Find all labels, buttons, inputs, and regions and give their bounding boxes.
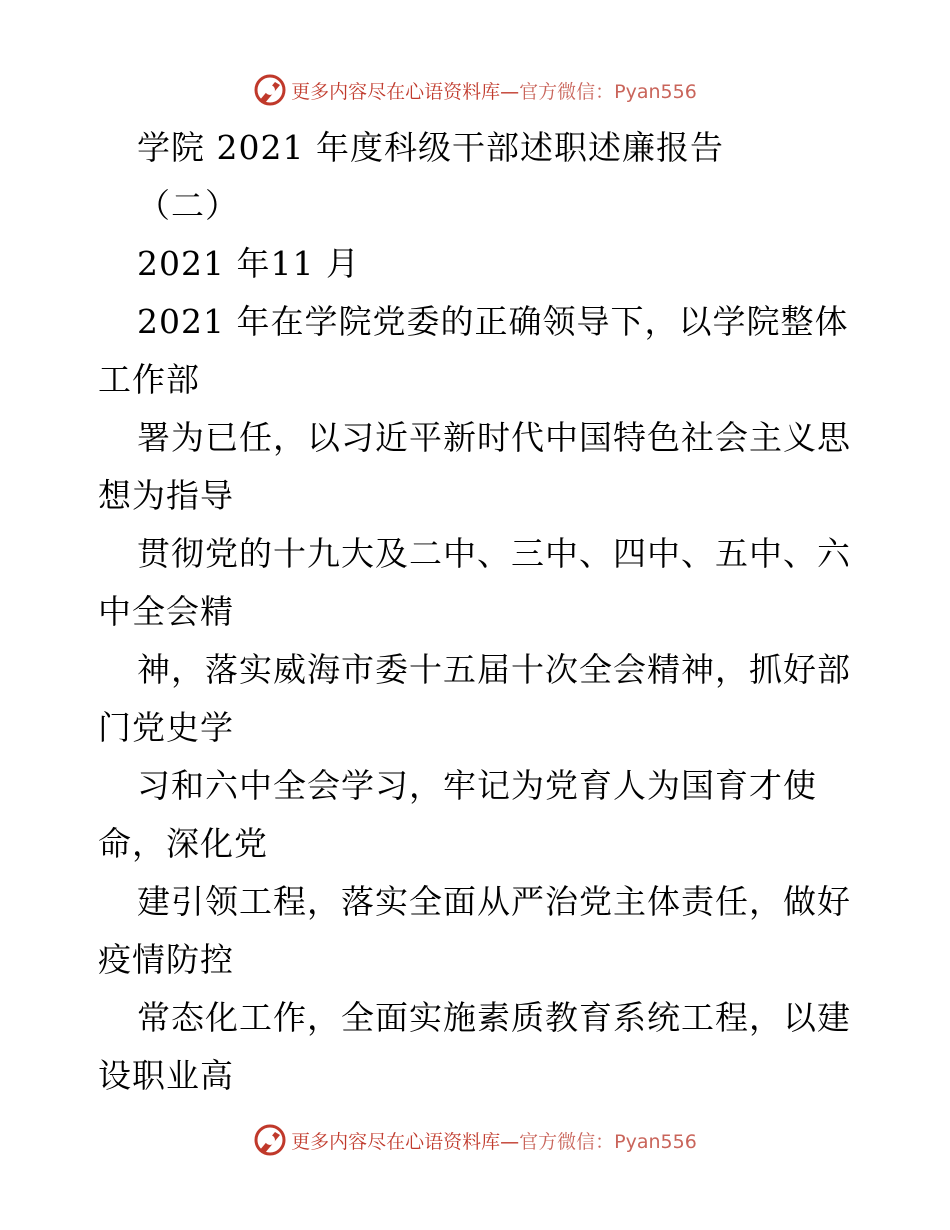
header-banner — [0, 70, 950, 110]
paragraph-line: 习和六中全会学习，牢记为党育人为国育才使 — [137, 766, 817, 805]
document-title: 学院 2021 年度科级干部述职述廉报告 — [137, 128, 724, 167]
paragraph-line: 神，落实威海市委十五届十次全会精神，抓好部 — [137, 650, 851, 689]
paragraph-line: 建引领工程，落实全面从严治党主体责任，做好 — [137, 882, 851, 921]
paragraph-line: 工作部 — [98, 360, 200, 399]
document-date: 2021 年11 月 — [137, 244, 360, 283]
banner-text — [291, 1127, 697, 1154]
banner-wechat-text: 官方微信：Pyan556 — [519, 1130, 697, 1153]
footer-banner — [0, 1120, 950, 1160]
banner-main-text: 更多内容尽在心语资料库— — [291, 80, 520, 103]
paragraph-line: 疫情防控 — [98, 940, 234, 979]
banner-wechat-text: 官方微信：Pyan556 — [519, 80, 697, 103]
document-subtitle: （二） — [137, 186, 239, 225]
paragraph-line: 中全会精 — [98, 592, 234, 631]
paragraph-line: 署为已任，以习近平新时代中国特色社会主义思 — [137, 418, 851, 457]
banner-text — [291, 77, 697, 104]
banner-main-text: 更多内容尽在心语资料库— — [291, 1130, 520, 1153]
paragraph-line: 贯彻党的十九大及二中、三中、四中、五中、六 — [137, 534, 851, 573]
paragraph-line: 设职业高 — [98, 1056, 234, 1095]
pen-logo-icon — [253, 73, 287, 107]
paragraph-line: 2021 年在学院党委的正确领导下，以学院整体 — [137, 302, 849, 341]
paragraph-line: 想为指导 — [98, 476, 234, 515]
pen-logo-icon — [253, 1123, 287, 1157]
paragraph-line: 常态化工作，全面实施素质教育系统工程，以建 — [137, 998, 851, 1037]
paragraph-line: 门党史学 — [98, 708, 234, 747]
paragraph-line: 命，深化党 — [98, 824, 268, 863]
